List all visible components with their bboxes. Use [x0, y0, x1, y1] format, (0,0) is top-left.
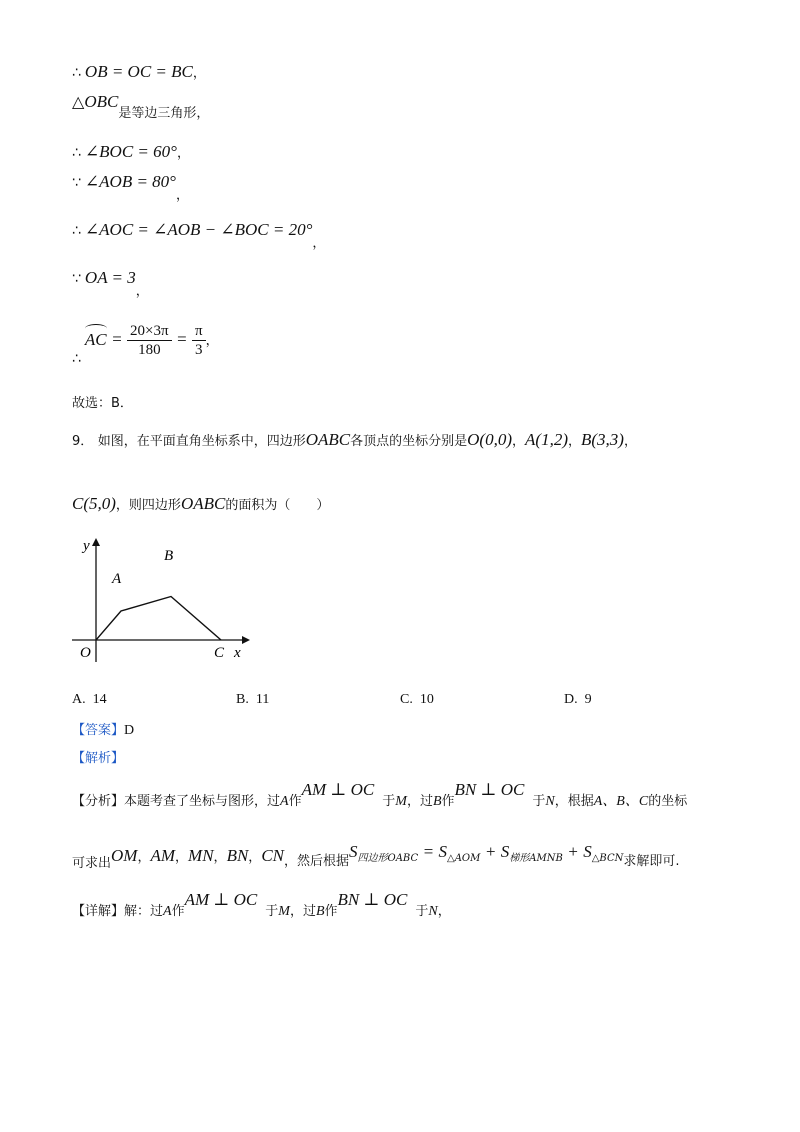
- fenxi-text: 作: [288, 794, 302, 809]
- answer-value: D: [124, 723, 135, 738]
- math-expression: OBC: [84, 92, 119, 111]
- fraction: [192, 322, 206, 359]
- fenxi-text: 作: [441, 794, 455, 809]
- option-value: 9: [584, 692, 592, 707]
- area-formula: [349, 842, 624, 864]
- punctuation: ，: [248, 850, 262, 865]
- detail-text: 作: [324, 904, 338, 919]
- punctuation: ，: [623, 434, 637, 449]
- point-o: O(0,0): [467, 430, 513, 449]
- subscript: 四边形OABC: [357, 852, 419, 864]
- area-symbol: S: [438, 842, 448, 861]
- detail-line: [72, 890, 451, 919]
- question-9-line-1: [72, 430, 637, 452]
- denominator: 3: [195, 342, 203, 358]
- fenxi-text: 本题考查了坐标与图形，过: [124, 794, 281, 809]
- math-expression: ∠AOC = ∠AOB − ∠BOC = 20°: [84, 220, 313, 239]
- fenxi-line: [72, 780, 688, 809]
- point-n: N: [545, 794, 555, 809]
- area-symbol: S: [583, 842, 592, 861]
- detail-text: 于: [415, 904, 429, 919]
- proof-line-3: [72, 142, 190, 164]
- label-c: C: [214, 645, 225, 661]
- subscript: 梯形AMNB: [509, 852, 563, 864]
- points-abc: A、B、C: [593, 794, 649, 809]
- punctuation: ，: [137, 850, 151, 865]
- plus-sign: +: [484, 842, 497, 861]
- option-key: A.: [72, 692, 86, 707]
- answer-line: [72, 720, 134, 741]
- detail-text: ，过: [289, 904, 316, 919]
- punctuation: ，: [205, 333, 219, 349]
- detail-text: ，: [437, 904, 451, 919]
- triangle-symbol: △: [72, 92, 85, 111]
- quad-label: OABC: [180, 494, 226, 513]
- proof-line-1: [72, 62, 206, 84]
- proof-line-2: [72, 92, 210, 121]
- numerator: 20×3π: [127, 322, 172, 341]
- punctuation: ，: [135, 284, 149, 299]
- option-value: 10: [419, 692, 434, 707]
- therefore-symbol: ∴: [72, 223, 81, 239]
- fenxi-text: 于: [532, 794, 546, 809]
- option-d[interactable]: [564, 692, 592, 708]
- point-b: B: [315, 904, 325, 919]
- area-symbol: S: [500, 842, 510, 861]
- equals-sign: =: [176, 329, 188, 349]
- math-expression: OB = OC = BC: [84, 62, 193, 81]
- point-a: A: [163, 904, 172, 919]
- denominator: 180: [138, 342, 161, 358]
- fraction: [127, 322, 172, 359]
- proof-line-4: [72, 172, 189, 203]
- punctuation: ，: [213, 850, 227, 865]
- math-expression: ∠AOB = 80°: [84, 172, 176, 191]
- punctuation: ，: [175, 188, 189, 203]
- analysis-line: [72, 748, 124, 769]
- because-symbol: ∵: [72, 175, 81, 191]
- math-expression: ∠BOC = 60°: [84, 142, 177, 161]
- equals-sign: =: [422, 842, 435, 861]
- fenxi-text: 可求出: [72, 856, 112, 871]
- point-m: M: [395, 794, 407, 809]
- math-expression: AM ⊥ OC: [184, 890, 258, 909]
- math-expression: BN ⊥ OC: [454, 780, 525, 799]
- subscript: △AOM: [447, 852, 481, 864]
- fenxi-line-2: [72, 842, 680, 873]
- question-text: 各顶点的坐标分别是: [350, 434, 468, 449]
- statement-text: 是等边三角形，: [118, 106, 210, 121]
- point-b: B: [432, 794, 442, 809]
- because-symbol: ∵: [72, 271, 81, 287]
- question-text: 如图，在平面直角坐标系中，四边形: [97, 434, 306, 449]
- point-c: C(5,0): [72, 494, 116, 513]
- punctuation: ，: [512, 434, 526, 449]
- x-axis-label: x: [234, 645, 241, 661]
- question-text: ，则四边形: [115, 498, 181, 513]
- option-key: B.: [236, 692, 249, 707]
- fenxi-text: ，过: [406, 794, 433, 809]
- quadrilateral-oabc: [96, 597, 221, 641]
- arc-ac: AC: [84, 329, 107, 349]
- option-value: 14: [92, 692, 107, 707]
- y-axis-arrow: [92, 538, 100, 546]
- segment-am: AM: [150, 846, 176, 865]
- punctuation: ，: [312, 236, 326, 251]
- therefore-symbol: ∴: [72, 350, 81, 367]
- area-symbol: S: [349, 842, 358, 861]
- label-b: B: [164, 548, 174, 564]
- punctuation: ，: [568, 434, 582, 449]
- option-key: D.: [564, 692, 578, 707]
- therefore-symbol: ∴: [72, 65, 81, 81]
- equals-sign: =: [111, 329, 123, 349]
- detail-tag: 【详解】: [72, 904, 125, 919]
- option-c[interactable]: [400, 692, 434, 708]
- fenxi-text: ，根据: [554, 794, 594, 809]
- quad-label: OABC: [305, 430, 351, 449]
- subscript: △BCN: [591, 852, 624, 864]
- label-o: O: [80, 645, 91, 661]
- fenxi-text: ，然后根据: [284, 854, 350, 869]
- option-value: 11: [255, 692, 270, 707]
- option-b[interactable]: [236, 692, 269, 708]
- point-b: B(3,3): [581, 430, 624, 449]
- punctuation: ，: [175, 850, 189, 865]
- point-a: A(1,2): [525, 430, 568, 449]
- question-number: 9．: [72, 434, 94, 449]
- punctuation: ，: [192, 66, 206, 81]
- segment-om: OM: [111, 846, 138, 865]
- plus-sign: +: [567, 842, 579, 861]
- therefore-symbol: ∴: [72, 145, 81, 161]
- detail-text: 于: [265, 904, 279, 919]
- analysis-tag: 【解析】: [72, 751, 125, 766]
- segment-cn: CN: [261, 846, 284, 865]
- math-expression: AM ⊥ OC: [301, 780, 375, 799]
- segment-mn: MN: [188, 846, 214, 865]
- y-axis-label: y: [83, 538, 90, 554]
- point-n: N: [428, 904, 438, 919]
- question-text: 的面积为（ ）: [225, 498, 330, 513]
- question-9-line-2: [72, 494, 329, 516]
- x-axis-arrow: [242, 636, 250, 644]
- proof-line-6: [72, 268, 149, 299]
- label-a: A: [112, 571, 122, 587]
- math-expression: OA = 3: [84, 268, 136, 287]
- proof-line-7: [72, 322, 219, 367]
- fenxi-text: 的坐标: [648, 794, 688, 809]
- fenxi-text: 于: [382, 794, 396, 809]
- conclusion-line: 故选：B．: [72, 396, 133, 411]
- math-expression: BN ⊥ OC: [337, 890, 408, 909]
- proof-line-5: [72, 220, 326, 251]
- detail-text: 作: [171, 904, 185, 919]
- point-m: M: [278, 904, 290, 919]
- fenxi-text: 求解即可.: [623, 854, 680, 869]
- coordinate-graph: [66, 532, 256, 664]
- option-key: C.: [400, 692, 413, 707]
- numerator: π: [192, 322, 206, 341]
- option-a[interactable]: [72, 692, 107, 708]
- punctuation: ，: [176, 146, 190, 161]
- point-a: A: [280, 794, 289, 809]
- detail-text: 解：过: [124, 904, 164, 919]
- answer-tag: 【答案】: [72, 723, 125, 738]
- fenxi-tag: 【分析】: [72, 794, 125, 809]
- segment-bn: BN: [226, 846, 249, 865]
